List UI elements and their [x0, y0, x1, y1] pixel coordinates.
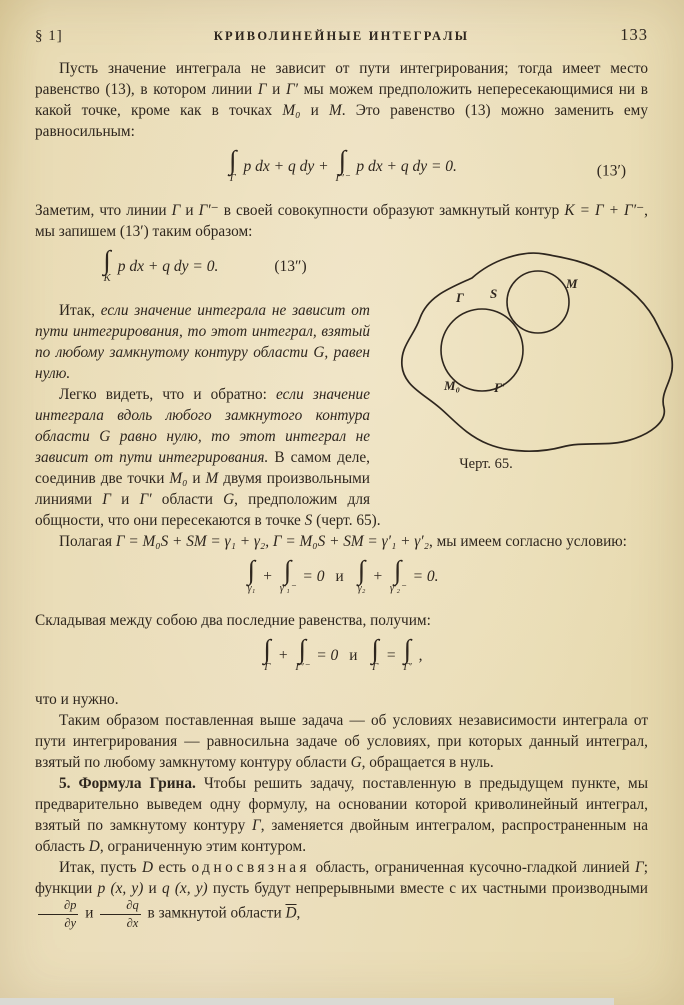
formula-tag: (13′)	[596, 162, 626, 180]
figure-label-m: M	[566, 276, 578, 291]
integral-sign: ∫ Γ′⁻	[335, 145, 350, 184]
page-content	[35, 0, 648, 929]
paragraph-converse: Легко видеть, что и обратно: если значение интеграла вдоль любого замкнутого контура области G равно нулю, то этот интеграл не зависит от пути интегрирования. В самом деле, соединив две точки M₀ и M двумя произвольными линиями Γ и Γ′ области G, предположим для общности, что они пересекаются в точке S (черт. 65).	[35, 386, 381, 529]
contour-right-circle	[507, 271, 569, 333]
integral-sign: ∫ Γ′⁻	[295, 634, 310, 673]
region-g-outline	[402, 253, 673, 451]
paragraph-note: Заметим, что линии Γ и Γ′⁻ в своей совокупности образуют замкнутый контур K = Γ + Γ′⁻, мы запишем (13′) таким образом:	[35, 202, 648, 240]
formula-tag: (13″)	[274, 257, 307, 275]
figure-65	[378, 248, 648, 488]
figure-label-m0: M₀	[444, 378, 461, 393]
figure-label-gamma: Γ	[456, 290, 464, 305]
paragraph-takim-obrazom: Таким образом поставленная выше задача — об условиях независимости интеграла от пути интегрирования — равносильна задаче об условиях, при которых данный интеграл, взятый по любому замкнутому контуру области G, обращается в нуль.	[35, 712, 648, 771]
paragraph-green-formula: 5. Формула Грина. Чтобы решить задачу, поставленную в предыдущем пункте, мы предварительно выведем одну формулу, на основании которой криволинейный интеграл, взятый по замкнутому контуру Γ, заменяется двойным интегралом, распространенным на область D, ограниченную этим контуром.	[35, 775, 649, 855]
formula-13-double-prime: ∫ K p dx + q dy = 0. (13″)	[103, 245, 307, 284]
section-mark: § 1]	[35, 28, 63, 44]
formula-gamma-sum: ∫ Γ + ∫ Γ′⁻ = 0 и ∫ Γ = ∫ Γ′ ,	[263, 634, 423, 673]
page-header	[35, 25, 648, 45]
partial-derivative-fraction: $\frac{\partial p}{\partial y}$	[38, 899, 78, 929]
running-title: КРИВОЛИНЕЙНЫЕ ИНТЕГРАЛЫ	[213, 29, 470, 43]
integral-sign: ∫ Γ	[263, 634, 271, 673]
integral-sign: ∫ γ₁	[247, 555, 256, 594]
formula-13-prime: ∫ Γ p dx + q dy + ∫ Γ′⁻ p dx + q dy = 0. (13′)	[229, 145, 626, 184]
figure-caption: Черт. 65.	[459, 456, 513, 472]
paragraph-intro: Пусть значение интеграла не зависит от пути интегрирования; тогда имеет место равенство (13), в котором линии Γ и Γ′ мы можем предположить непересекающимися ни в какой точке, кроме как в точках M₀ и M. Это равенство (13) можно заменить ему равносильным:	[35, 60, 649, 140]
figure-label-s: S	[490, 286, 498, 301]
region-diagram-svg	[392, 248, 672, 453]
integral-sign: ∫ γ₂	[357, 555, 366, 594]
paragraph-polagaya: Полагая Γ = M₀S + SM = γ₁ + γ₂, Γ = M₀S + SM = γ′₁ + γ′₂, мы имеем согласно условию:	[59, 533, 627, 550]
integral-sign: ∫ γ′₂⁻	[389, 555, 406, 594]
integral-sign: ∫ Γ	[229, 145, 237, 184]
integral-sign: ∫ Γ	[371, 634, 379, 673]
paragraph-italic-direct: Итак, если значение интеграла не зависит от пути интегрирования, то этот интеграл, взятый по любому замкнутому контуру области G, равен нулю.	[35, 302, 370, 382]
paragraph-conclusion-short: что и нужно.	[35, 691, 119, 708]
page-number: 133	[620, 25, 648, 44]
scan-edge	[0, 998, 614, 1005]
integral-sign: ∫ K	[103, 245, 111, 284]
integral-sign: ∫ Γ′	[403, 634, 412, 673]
figure-label-gamma-prime: Γ′	[494, 380, 506, 395]
paragraph-skladyvaya: Складывая между собою два последние равенства, получим:	[35, 612, 431, 629]
formula-gamma-pair: ∫ γ₁ + ∫ γ′₁⁻ = 0 и ∫ γ₂ + ∫ γ′₂⁻ = 0.	[247, 555, 439, 594]
partial-derivative-fraction: $\frac{\partial q}{\partial x}$	[100, 899, 140, 929]
integral-sign: ∫ γ′₁⁻	[279, 555, 296, 594]
paragraph-region-d: Итак, пусть D есть односвязная область, ограниченная кусочно-гладкой линией Γ; функции p (x, y) и q (x, y) пусть будут непрерывными вместе с их частными производными $\frac{\partial p}{\partial y}$ и $\frac{\partial q}{\partial x}$ в замкнутой области $\overline{D}$,	[35, 859, 648, 930]
